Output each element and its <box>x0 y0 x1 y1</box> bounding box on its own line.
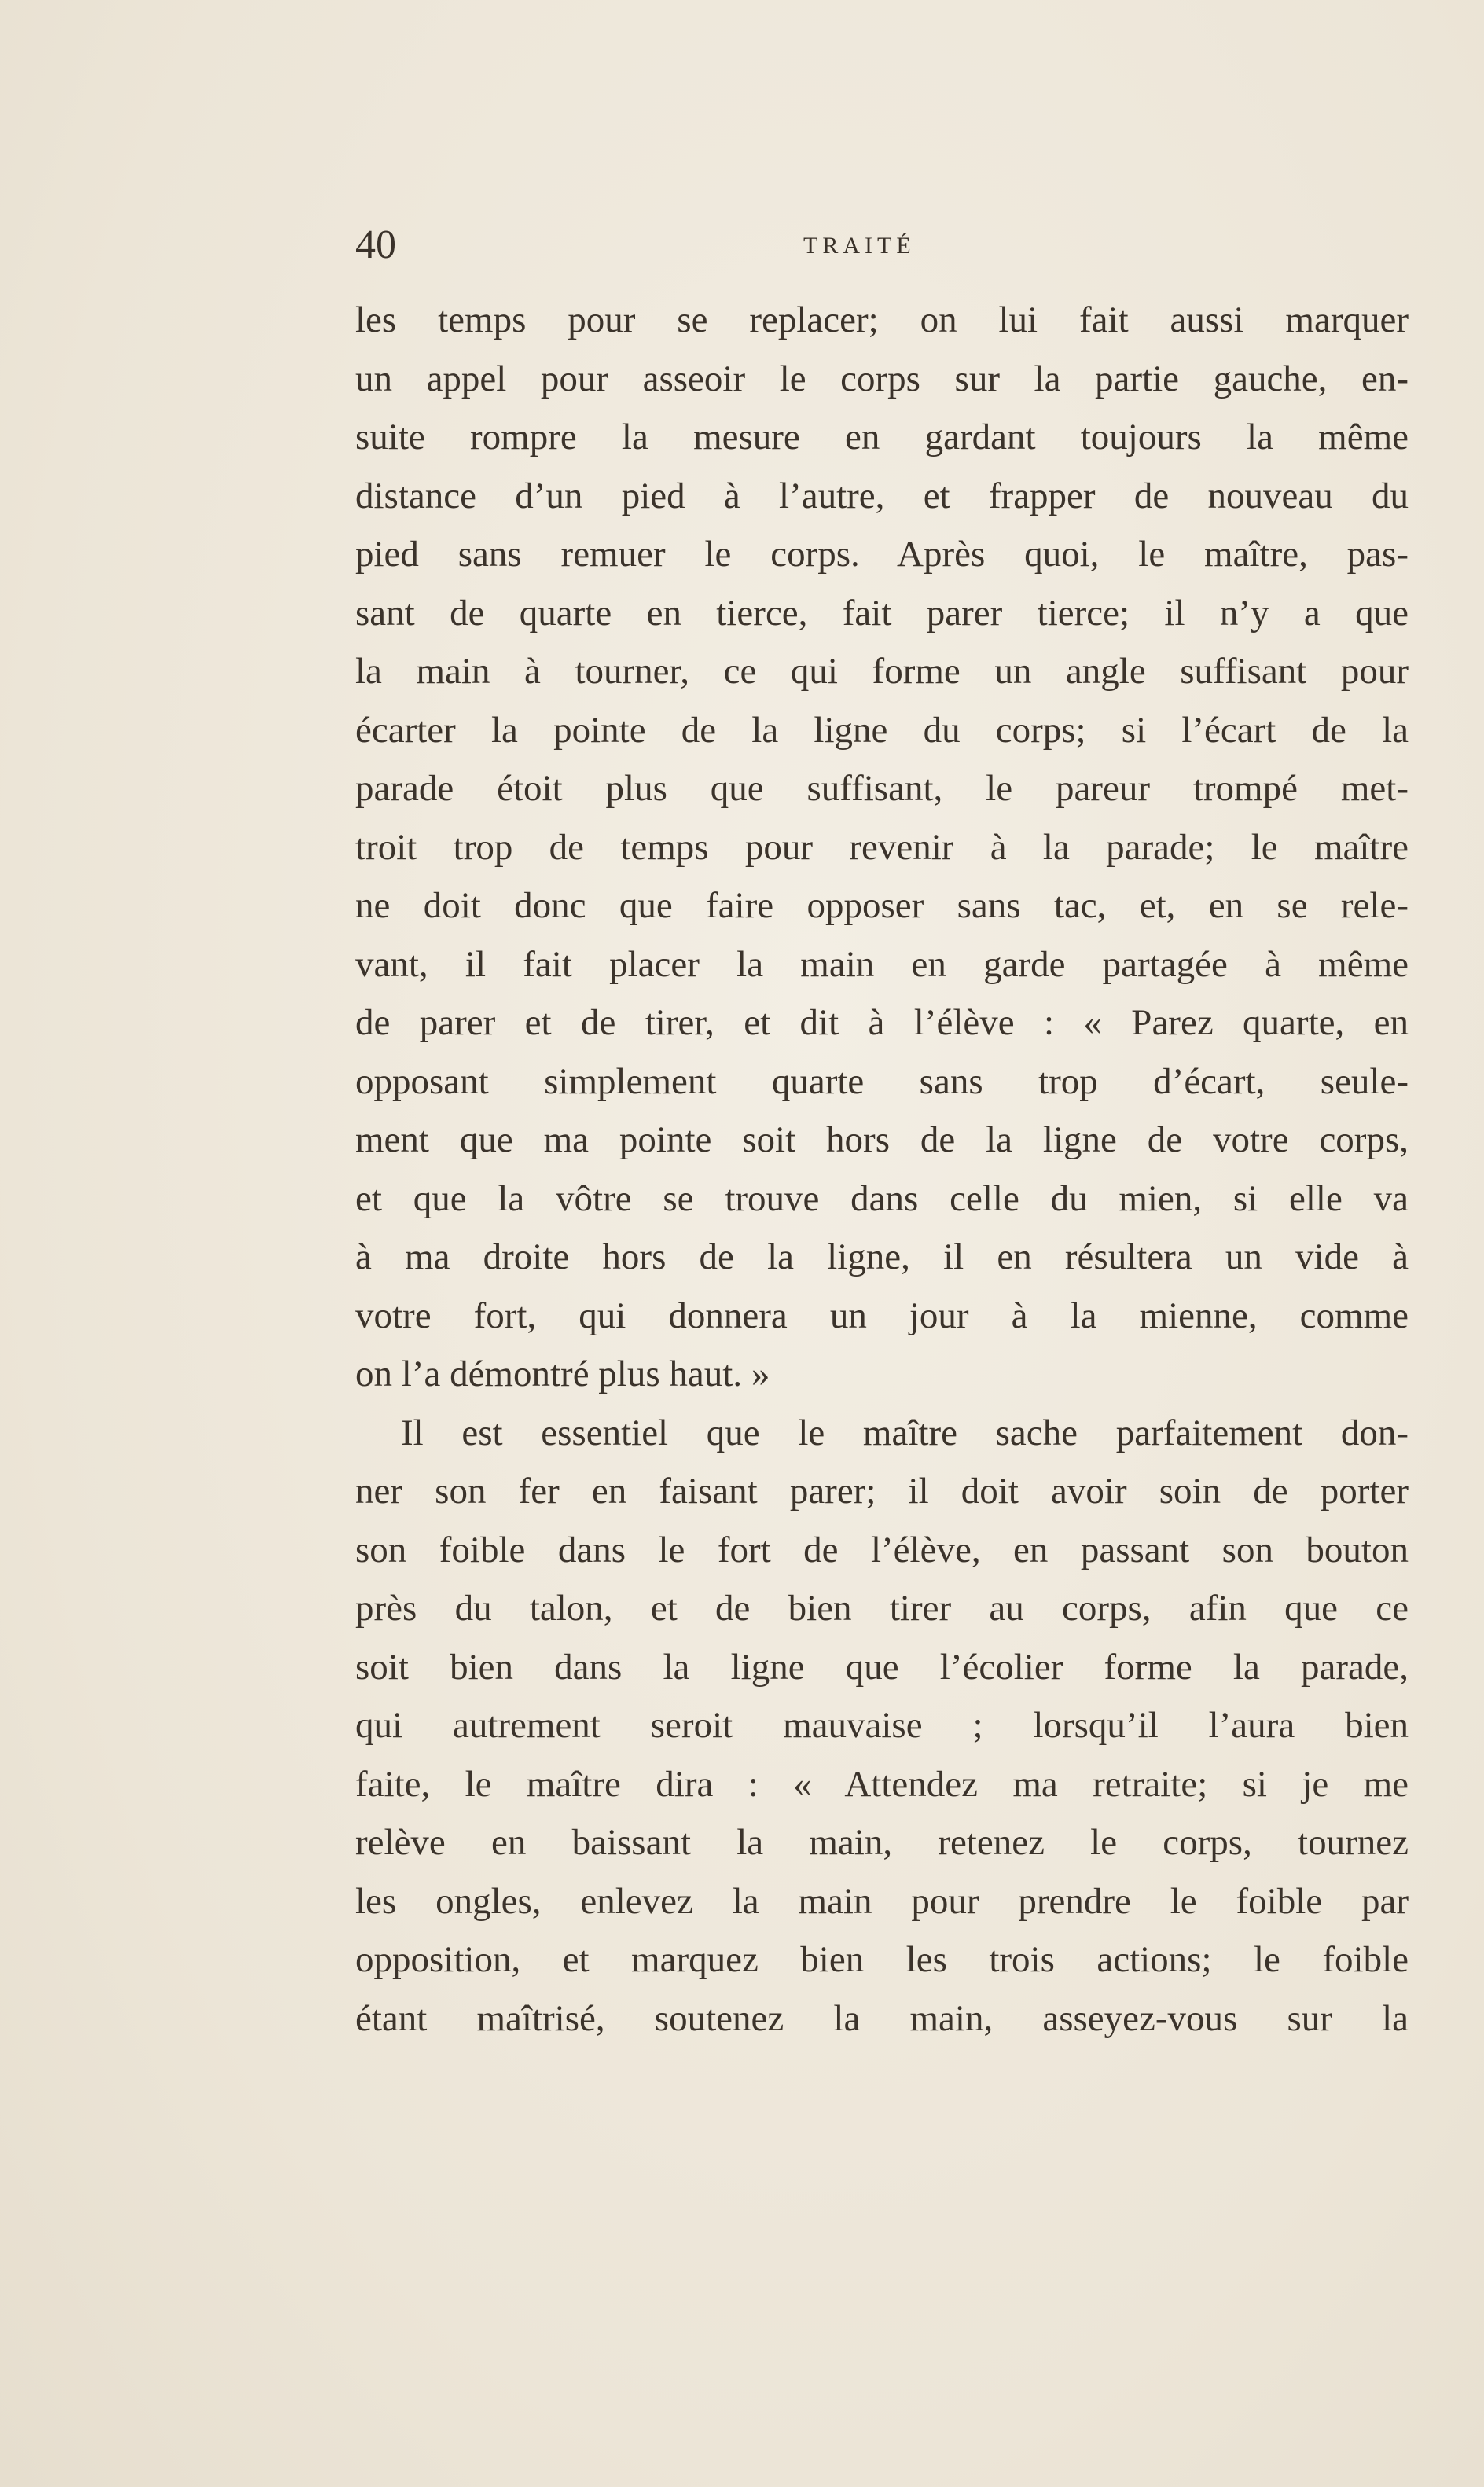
text-line: les temps pour se replacer; on lui fait aussi marquer <box>355 299 1409 340</box>
running-title: TRAITÉ <box>803 233 916 259</box>
text-line: les ongles, enlevez la main pour prendre le foible par <box>355 1880 1409 1922</box>
text-line: troit trop de temps pour revenir à la parade; le maître <box>355 826 1409 868</box>
text-line: la main à tourner, ce qui forme un angle suffisant pour <box>355 651 1409 692</box>
text-line: distance d’un pied à l’autre, et frapper de nouveau du <box>355 475 1409 516</box>
page-header <box>355 222 1409 285</box>
text-line: ne doit donc que faire opposer sans tac, et, en se rele- <box>355 885 1409 926</box>
text-line: étant maîtrisé, soutenez la main, asseyez-vous sur la <box>355 1997 1409 2039</box>
text-line: parade étoit plus que suffisant, le pareur trompé met- <box>355 768 1409 809</box>
text-line: son foible dans le fort de l’élève, en passant son bouton <box>355 1529 1409 1570</box>
text-line: de parer et de tirer, et dit à l’élève : « Parez quarte, en <box>355 1002 1409 1043</box>
text-line: un appel pour asseoir le corps sur la partie gauche, en- <box>355 358 1409 399</box>
text-line: opposition, et marquez bien les trois actions; le foible <box>355 1939 1409 1980</box>
page-number: 40 <box>355 222 396 267</box>
text-line: relève en baissant la main, retenez le corps, tournez <box>355 1822 1409 1863</box>
text-line: votre fort, qui donnera un jour à la mienne, comme <box>355 1295 1409 1336</box>
text-line: soit bien dans la ligne que l’écolier forme la parade, <box>355 1646 1409 1688</box>
text-line: ner son fer en faisant parer; il doit avoir soin de porter <box>355 1471 1409 1512</box>
text-line: qui autrement seroit mauvaise ; lorsqu’il l’aura bien <box>355 1705 1409 1746</box>
text-line: sant de quarte en tierce, fait parer tierce; il n’y a que <box>355 592 1409 634</box>
paragraph-end-line: on l’a démontré plus haut. » <box>355 1354 770 1394</box>
text-line: ment que ma pointe soit hors de la ligne de votre corps, <box>355 1119 1409 1160</box>
text-line: opposant simplement quarte sans trop d’écart, seule- <box>355 1060 1409 1102</box>
text-line: vant, il fait placer la main en garde partagée à même <box>355 943 1409 985</box>
text-line: et que la vôtre se trouve dans celle du mien, si elle va <box>355 1177 1409 1219</box>
body-text <box>355 291 1409 2048</box>
paragraph-start-line: Il est essentiel que le maître sache parfaitement don- <box>401 1412 1409 1453</box>
text-line: pied sans remuer le corps. Après quoi, le maître, pas- <box>355 534 1409 575</box>
text-line: près du talon, et de bien tirer au corps, afin que ce <box>355 1588 1409 1629</box>
text-line: suite rompre la mesure en gardant toujours la même <box>355 417 1409 457</box>
text-line: écarter la pointe de la ligne du corps; si l’écart de la <box>355 709 1409 751</box>
text-line: à ma droite hors de la ligne, il en résultera un vide à <box>355 1236 1409 1277</box>
text-line: faite, le maître dira : « Attendez ma retraite; si je me <box>355 1763 1409 1805</box>
